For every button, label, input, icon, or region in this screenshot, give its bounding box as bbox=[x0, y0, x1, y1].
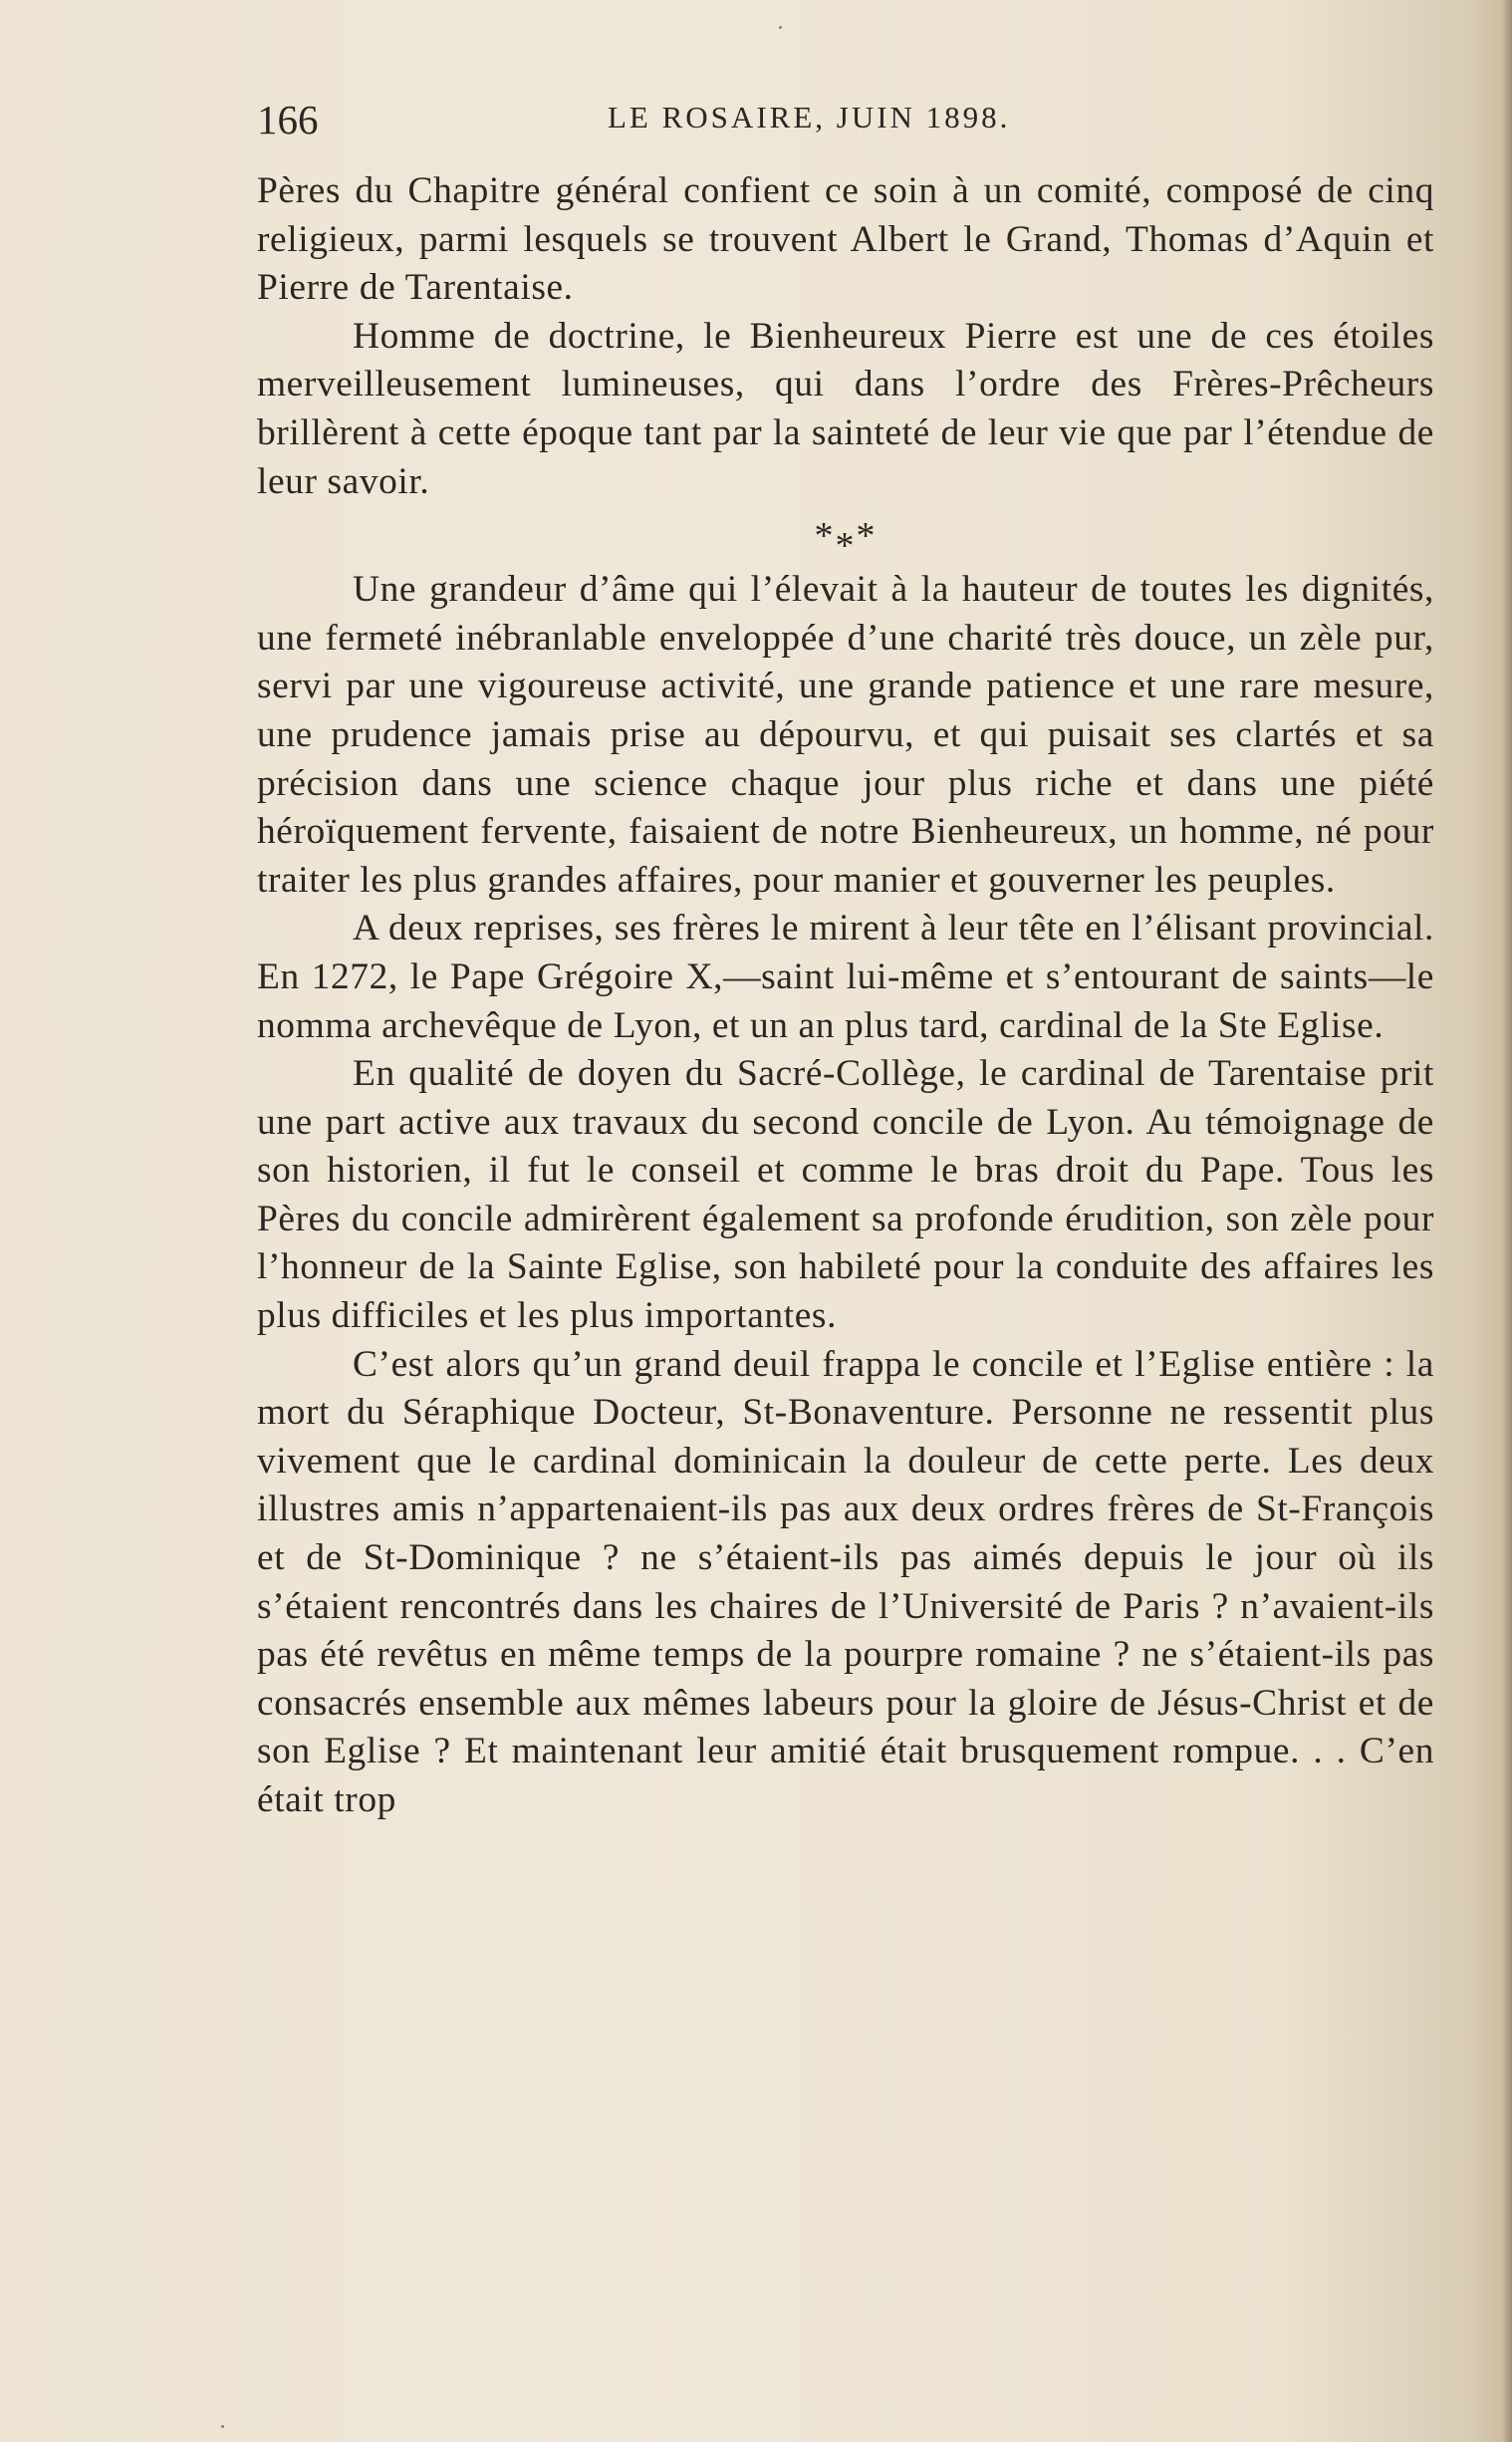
paper-speck bbox=[221, 2425, 224, 2428]
paragraph: Une grandeur d’âme qui l’élevait à la hauteur de toutes les dignités, une fermeté inébranlable enveloppée d’une charité très douce, un zèle pur, servi par une vigoureuse activité, une grande patience et une rare mesure, une prudence jamais prise au dépourvu, et qui puisait ses clartés et sa précision dans une science chaque jour plus riche et dans une piété héroïquement fervente, faisaient de notre Bienheureux, un homme, né pour traiter les plus grandes affaires, pour manier et gouverner les peuples. bbox=[257, 569, 1434, 901]
paragraph-continuation: Pères du Chapitre général confient ce soin à un comité, composé de cinq religieux, parmi lesquels se trouvent Albert le Grand, Thomas d’Aquin et Pierre de Tarentaise. bbox=[257, 170, 1434, 309]
paragraph: A deux reprises, ses frères le mirent à leur tête en l’élisant provincial. En 1272, le Pape Grégoire X,—saint lui-même et s’entourant de saints—le nomma archevêque de Lyon, et un an plus tard, cardinal de la Ste Eglise. bbox=[257, 908, 1434, 1046]
running-title: LE ROSAIRE, JUIN 1898. bbox=[608, 100, 1011, 135]
paragraph: Homme de doctrine, le Bienheureux Pierre est une de ces étoiles merveilleusement lumineuses, qui dans l’ordre des Frères-Prêcheurs brillèrent à cette époque tant par la sainteté de leur vie que par l’étendue de leur savoir. bbox=[257, 315, 1434, 502]
page-edge-shadow bbox=[1502, 0, 1512, 2442]
body-text bbox=[257, 167, 1434, 1825]
paragraph: En qualité de doyen du Sacré-Collège, le cardinal de Tarentaise prit une part active aux travaux du second concile de Lyon. Au témoignage de son historien, il fut le conseil et comme le bras droit du Pape. Tous les Pères du concile admirèrent également sa profonde érudition, son zèle pour l’honneur de la Sainte Eglise, son habileté pour la conduite des affaires les plus difficiles et les plus importantes. bbox=[257, 1053, 1434, 1337]
paper-speck bbox=[779, 26, 782, 29]
asterism-divider: *** bbox=[814, 515, 878, 568]
paragraph: C’est alors qu’un grand deuil frappa le concile et l’Eglise entière : la mort du Séraphique Docteur, St-Bonaventure. Personne ne ressentit plus vivement que le cardinal dominicain la douleur de cette perte. Les deux illustres amis n’appartenaient-ils pas aux deux ordres frères de St-François et de St-Dominique ? ne s’étaient-ils pas aimés depuis le jour où ils s’étaient rencontrés dans les chaires de l’Université de Paris ? n’avaient-ils pas été revêtus en même temps de la pourpre romaine ? ne s’étaient-ils pas consacrés ensemble aux mêmes labeurs pour la gloire de Jésus-Christ et de son Eglise ? Et maintenant leur amitié était brusquement rompue. . . C’en était trop bbox=[257, 1343, 1434, 1820]
page-number: 166 bbox=[257, 97, 319, 142]
running-header bbox=[257, 96, 1434, 155]
